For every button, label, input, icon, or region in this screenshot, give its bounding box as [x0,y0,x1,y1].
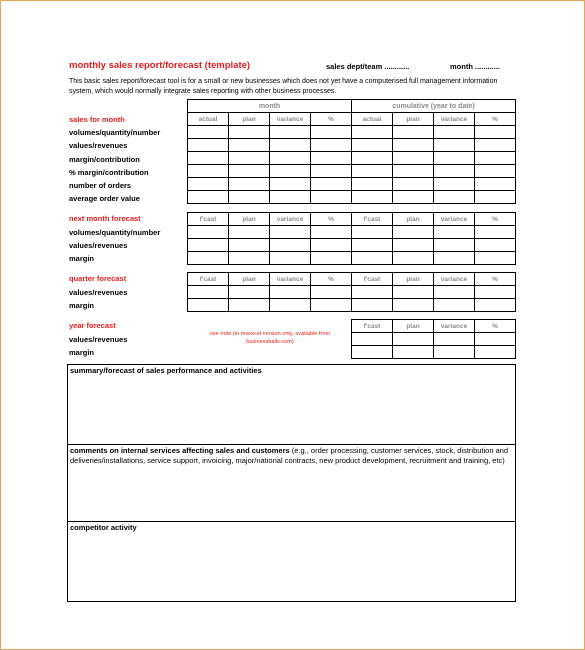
data-cell[interactable] [229,139,270,152]
data-cell[interactable] [188,191,229,204]
data-cell[interactable] [352,346,393,359]
data-cell[interactable] [352,165,393,178]
data-cell[interactable] [352,239,393,252]
data-cell[interactable] [475,226,516,239]
data-cell[interactable] [393,152,434,165]
col-header: actual [188,113,229,126]
row-label: volumes/quantity/number [69,128,161,137]
competitor-box[interactable] [67,521,516,602]
data-cell[interactable] [475,299,516,312]
table-row [188,252,516,265]
data-cell[interactable] [393,299,434,312]
data-cell[interactable] [352,286,393,299]
group-header-month: month [188,100,352,113]
col-header: variance [434,273,475,286]
data-cell[interactable] [393,239,434,252]
data-cell[interactable] [393,226,434,239]
month-field[interactable]: month ............ [450,62,500,71]
table-row [188,299,516,312]
summary-box[interactable] [67,364,516,445]
data-cell[interactable] [311,139,352,152]
data-cell[interactable] [188,126,229,139]
year-forecast-note: see note (in msexcel version only, available from businessballs.com) [209,331,331,345]
row-label: values/revenues [69,335,128,344]
data-cell[interactable] [311,152,352,165]
data-cell[interactable] [229,178,270,191]
competitor-box-title: competitor activity [70,523,137,532]
col-header: f'cast [352,213,393,226]
data-cell[interactable] [393,165,434,178]
data-cell[interactable] [434,126,475,139]
data-cell[interactable] [311,178,352,191]
comments-box-hint: (e.g., order processing, customer services, stock, distribution and deliveries/installations, service support, invoicing, major/national contracts, new product development, recruitment and training, etc) [70,446,509,465]
col-header: % [475,213,516,226]
table-row [188,226,516,239]
data-cell[interactable] [475,346,516,359]
col-header: plan [229,113,270,126]
row-label: margin/contribution [69,155,140,164]
section-heading-quarter: quarter forecast [69,274,127,283]
col-header: variance [434,320,475,333]
table-row [188,126,516,139]
table-row [352,346,516,359]
data-cell[interactable] [188,165,229,178]
data-cell[interactable] [311,286,352,299]
col-header: % [475,273,516,286]
col-header: f'cast [188,273,229,286]
data-cell[interactable] [352,226,393,239]
data-cell[interactable] [270,165,311,178]
data-cell[interactable] [270,139,311,152]
col-header: variance [434,213,475,226]
data-cell[interactable] [475,165,516,178]
data-cell[interactable] [475,333,516,346]
data-cell[interactable] [229,299,270,312]
data-cell[interactable] [475,152,516,165]
data-cell[interactable] [475,191,516,204]
data-cell[interactable] [352,252,393,265]
data-cell[interactable] [270,286,311,299]
col-header: plan [229,213,270,226]
col-header: variance [270,213,311,226]
table-row [188,165,516,178]
data-cell[interactable] [434,286,475,299]
data-cell[interactable] [393,333,434,346]
data-cell[interactable] [393,191,434,204]
data-cell[interactable] [434,139,475,152]
page-title: monthly sales report/forecast (template) [69,60,251,71]
data-cell[interactable] [270,152,311,165]
data-cell[interactable] [188,252,229,265]
year-table [351,319,516,359]
row-label: values/revenues [69,241,128,250]
comments-box[interactable] [67,444,516,522]
data-cell[interactable] [393,126,434,139]
col-header: f'cast [352,320,393,333]
col-header: f'cast [352,273,393,286]
data-cell[interactable] [311,226,352,239]
data-cell[interactable] [270,239,311,252]
col-header: f'cast [188,213,229,226]
row-label: values/revenues [69,141,128,150]
data-cell[interactable] [352,178,393,191]
data-cell[interactable] [352,139,393,152]
data-cell[interactable] [311,239,352,252]
table-row [188,152,516,165]
month-table [187,99,516,204]
row-label: volumes/quantity/number [69,228,161,237]
data-cell[interactable] [475,178,516,191]
data-cell[interactable] [352,299,393,312]
data-cell[interactable] [434,178,475,191]
data-cell[interactable] [229,191,270,204]
data-cell[interactable] [434,191,475,204]
row-label: margin [69,301,95,310]
data-cell[interactable] [188,239,229,252]
data-cell[interactable] [434,152,475,165]
col-header: % [475,320,516,333]
data-cell[interactable] [270,178,311,191]
table-row [188,286,516,299]
table-row [188,191,516,204]
data-cell[interactable] [188,299,229,312]
col-header: plan [393,273,434,286]
data-cell[interactable] [434,299,475,312]
data-cell[interactable] [229,152,270,165]
group-header-cumulative: cumulative (year to date) [352,100,516,113]
data-cell[interactable] [229,126,270,139]
data-cell[interactable] [393,139,434,152]
quarter-table [187,272,516,312]
col-header: % [311,273,352,286]
col-header: % [311,213,352,226]
data-cell[interactable] [188,139,229,152]
section-heading-month: sales for month [69,115,125,124]
col-header: variance [270,273,311,286]
intro-text: This basic sales report/forecast tool is for a small or new businesses which does not yet have a computerised full management information system, which would normally integrate sales reporting with other business processes. [69,78,498,95]
data-cell[interactable] [270,226,311,239]
data-cell[interactable] [188,226,229,239]
col-header: actual [352,113,393,126]
data-cell[interactable] [229,286,270,299]
next-month-table [187,212,516,265]
table-row [188,139,516,152]
col-header: plan [393,320,434,333]
row-label: % margin/contribution [69,168,149,177]
table-row [352,333,516,346]
data-cell[interactable] [393,178,434,191]
comments-box-title: comments on internal services affecting sales and customers [70,446,290,455]
section-heading-next-month: next month forecast [69,214,141,223]
row-label: number of orders [69,181,132,190]
col-header: variance [434,113,475,126]
row-label: values/revenues [69,288,128,297]
data-cell[interactable] [311,252,352,265]
sales-dept-field[interactable]: sales dept/team ............ [326,62,410,71]
data-cell[interactable] [434,346,475,359]
row-label: margin [69,348,95,357]
data-cell[interactable] [188,286,229,299]
col-header: plan [229,273,270,286]
data-cell[interactable] [229,226,270,239]
data-cell[interactable] [393,252,434,265]
data-cell[interactable] [475,239,516,252]
data-cell[interactable] [434,226,475,239]
row-label: average order value [69,194,140,203]
data-cell[interactable] [352,152,393,165]
data-cell[interactable] [311,299,352,312]
col-header: plan [393,113,434,126]
data-cell[interactable] [270,191,311,204]
section-heading-year: year forecast [69,321,116,330]
data-cell[interactable] [270,126,311,139]
data-cell[interactable] [475,126,516,139]
col-header: % [311,113,352,126]
data-cell[interactable] [352,126,393,139]
col-header: variance [270,113,311,126]
summary-box-title: summary/forecast of sales performance and activities [70,366,262,375]
data-cell[interactable] [311,191,352,204]
data-cell[interactable] [434,165,475,178]
data-cell[interactable] [270,299,311,312]
table-row [188,239,516,252]
col-header: plan [393,213,434,226]
data-cell[interactable] [352,191,393,204]
data-cell[interactable] [352,333,393,346]
data-cell[interactable] [188,152,229,165]
data-cell[interactable] [188,178,229,191]
data-cell[interactable] [270,252,311,265]
data-cell[interactable] [229,239,270,252]
data-cell[interactable] [434,239,475,252]
data-cell[interactable] [475,139,516,152]
data-cell[interactable] [393,346,434,359]
data-cell[interactable] [393,286,434,299]
data-cell[interactable] [229,252,270,265]
col-header: % [475,113,516,126]
data-cell[interactable] [311,165,352,178]
row-label: margin [69,254,95,263]
data-cell[interactable] [229,165,270,178]
data-cell[interactable] [311,126,352,139]
data-cell[interactable] [434,333,475,346]
data-cell[interactable] [475,286,516,299]
table-row [188,178,516,191]
data-cell[interactable] [475,252,516,265]
data-cell[interactable] [434,252,475,265]
